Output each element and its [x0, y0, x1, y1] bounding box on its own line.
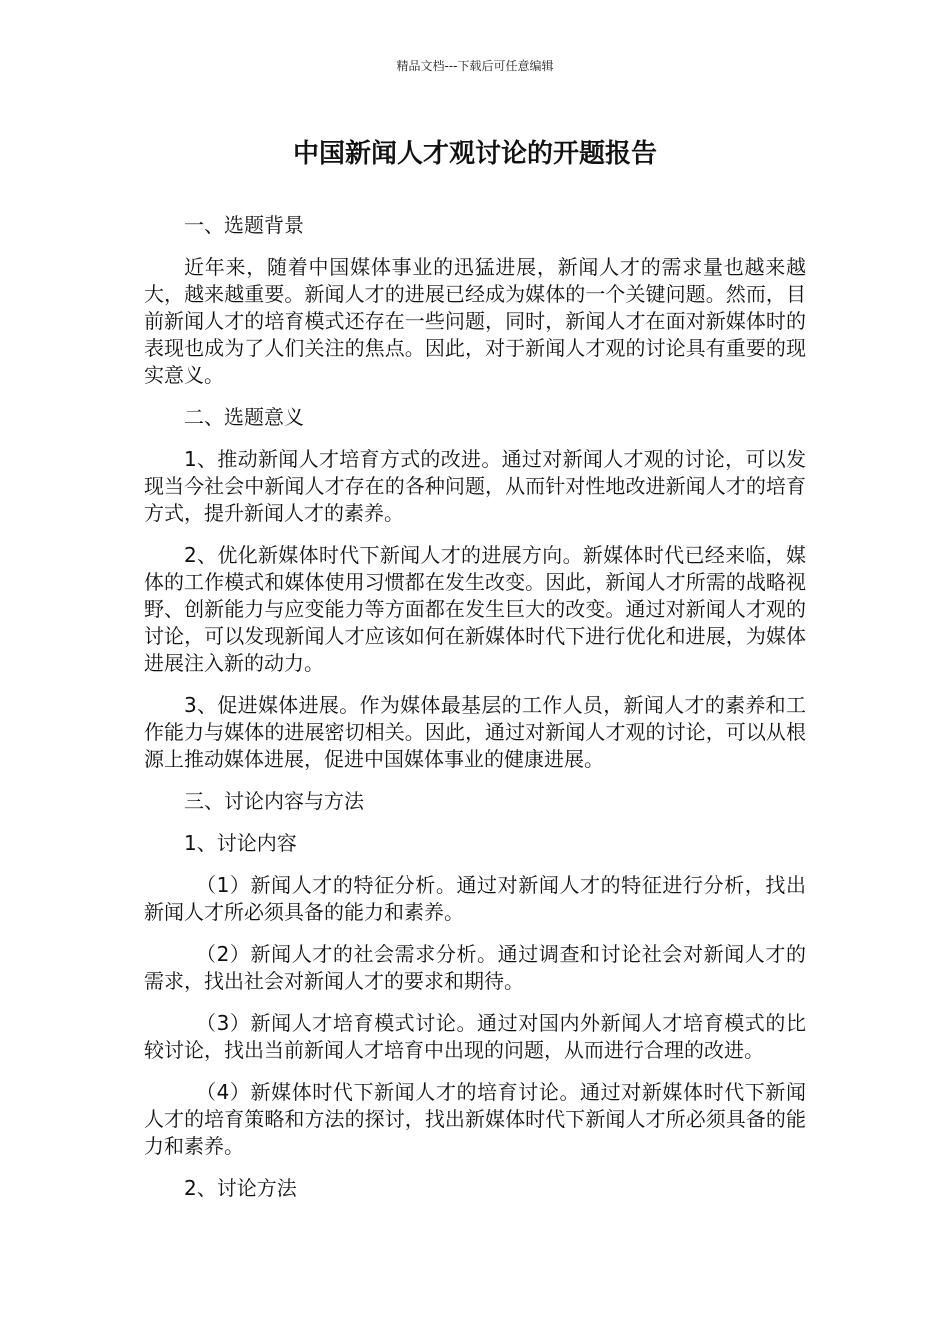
paragraph-significance-1: 1、推动新闻人才培育方式的改进。通过对新闻人才观的讨论，可以发现当今社会中新闻人才存在的各种问题，从而针对性地改进新闻人才的培育方式，提升新闻人才的素养。	[144, 447, 806, 525]
paragraph-content-3: （3）新闻人才培育模式讨论。通过对国内外新闻人才培育模式的比较讨论，找出当前新闻人才培育中出现的问题，从而进行合理的改进。	[144, 1011, 806, 1062]
subsection-heading-content: 1、讨论内容	[184, 831, 297, 855]
section-heading-background: 一、选题背景	[184, 213, 304, 237]
paragraph-content-4: （4）新媒体时代下新闻人才的培育讨论。通过对新媒体时代下新闻人才的培育策略和方法的探讨，找出新媒体时代下新闻人才所必须具备的能力和素养。	[144, 1080, 806, 1158]
paragraph-background: 近年来，随着中国媒体事业的迅猛进展，新闻人才的需求量也越来越大，越来越重要。新闻人才的进展已经成为媒体的一个关键问题。然而，目前新闻人才的培育模式还存在一些问题，同时，新闻人才在面对新媒体时的表现也成为了人们关注的焦点。因此，对于新闻人才观的讨论具有重要的现实意义。	[144, 255, 806, 387]
paragraph-content-1: （1）新闻人才的特征分析。通过对新闻人才的特征进行分析，找出新闻人才所必须具备的能力和素养。	[144, 873, 806, 924]
document-body	[144, 212, 806, 1217]
header-note: 精品文档---下载后可任意编辑	[396, 59, 554, 73]
document-title: 中国新闻人才观讨论的开题报告	[292, 139, 657, 169]
paragraph-significance-3: 3、促进媒体进展。作为媒体最基层的工作人员，新闻人才的素养和工作能力与媒体的进展密切相关。因此，通过对新闻人才观的讨论，可以从根源上推动媒体进展，促进中国媒体事业的健康进展。	[144, 693, 806, 771]
paragraph-content-2: （2）新闻人才的社会需求分析。通过调查和讨论社会对新闻人才的需求，找出社会对新闻人才的要求和期待。	[144, 942, 806, 993]
section-heading-content-methods: 三、讨论内容与方法	[184, 789, 364, 813]
subsection-heading-methods: 2、讨论方法	[184, 1176, 297, 1200]
section-heading-significance: 二、选题意义	[184, 405, 304, 429]
paragraph-significance-2: 2、优化新媒体时代下新闻人才的进展方向。新媒体时代已经来临，媒体的工作模式和媒体使用习惯都在发生改变。因此，新闻人才所需的战略视野、创新能力与应变能力等方面都在发生巨大的改变。通过对新闻人才观的讨论，可以发现新闻人才应该如何在新媒体时代下进行优化和进展，为媒体进展注入新的动力。	[144, 543, 806, 675]
